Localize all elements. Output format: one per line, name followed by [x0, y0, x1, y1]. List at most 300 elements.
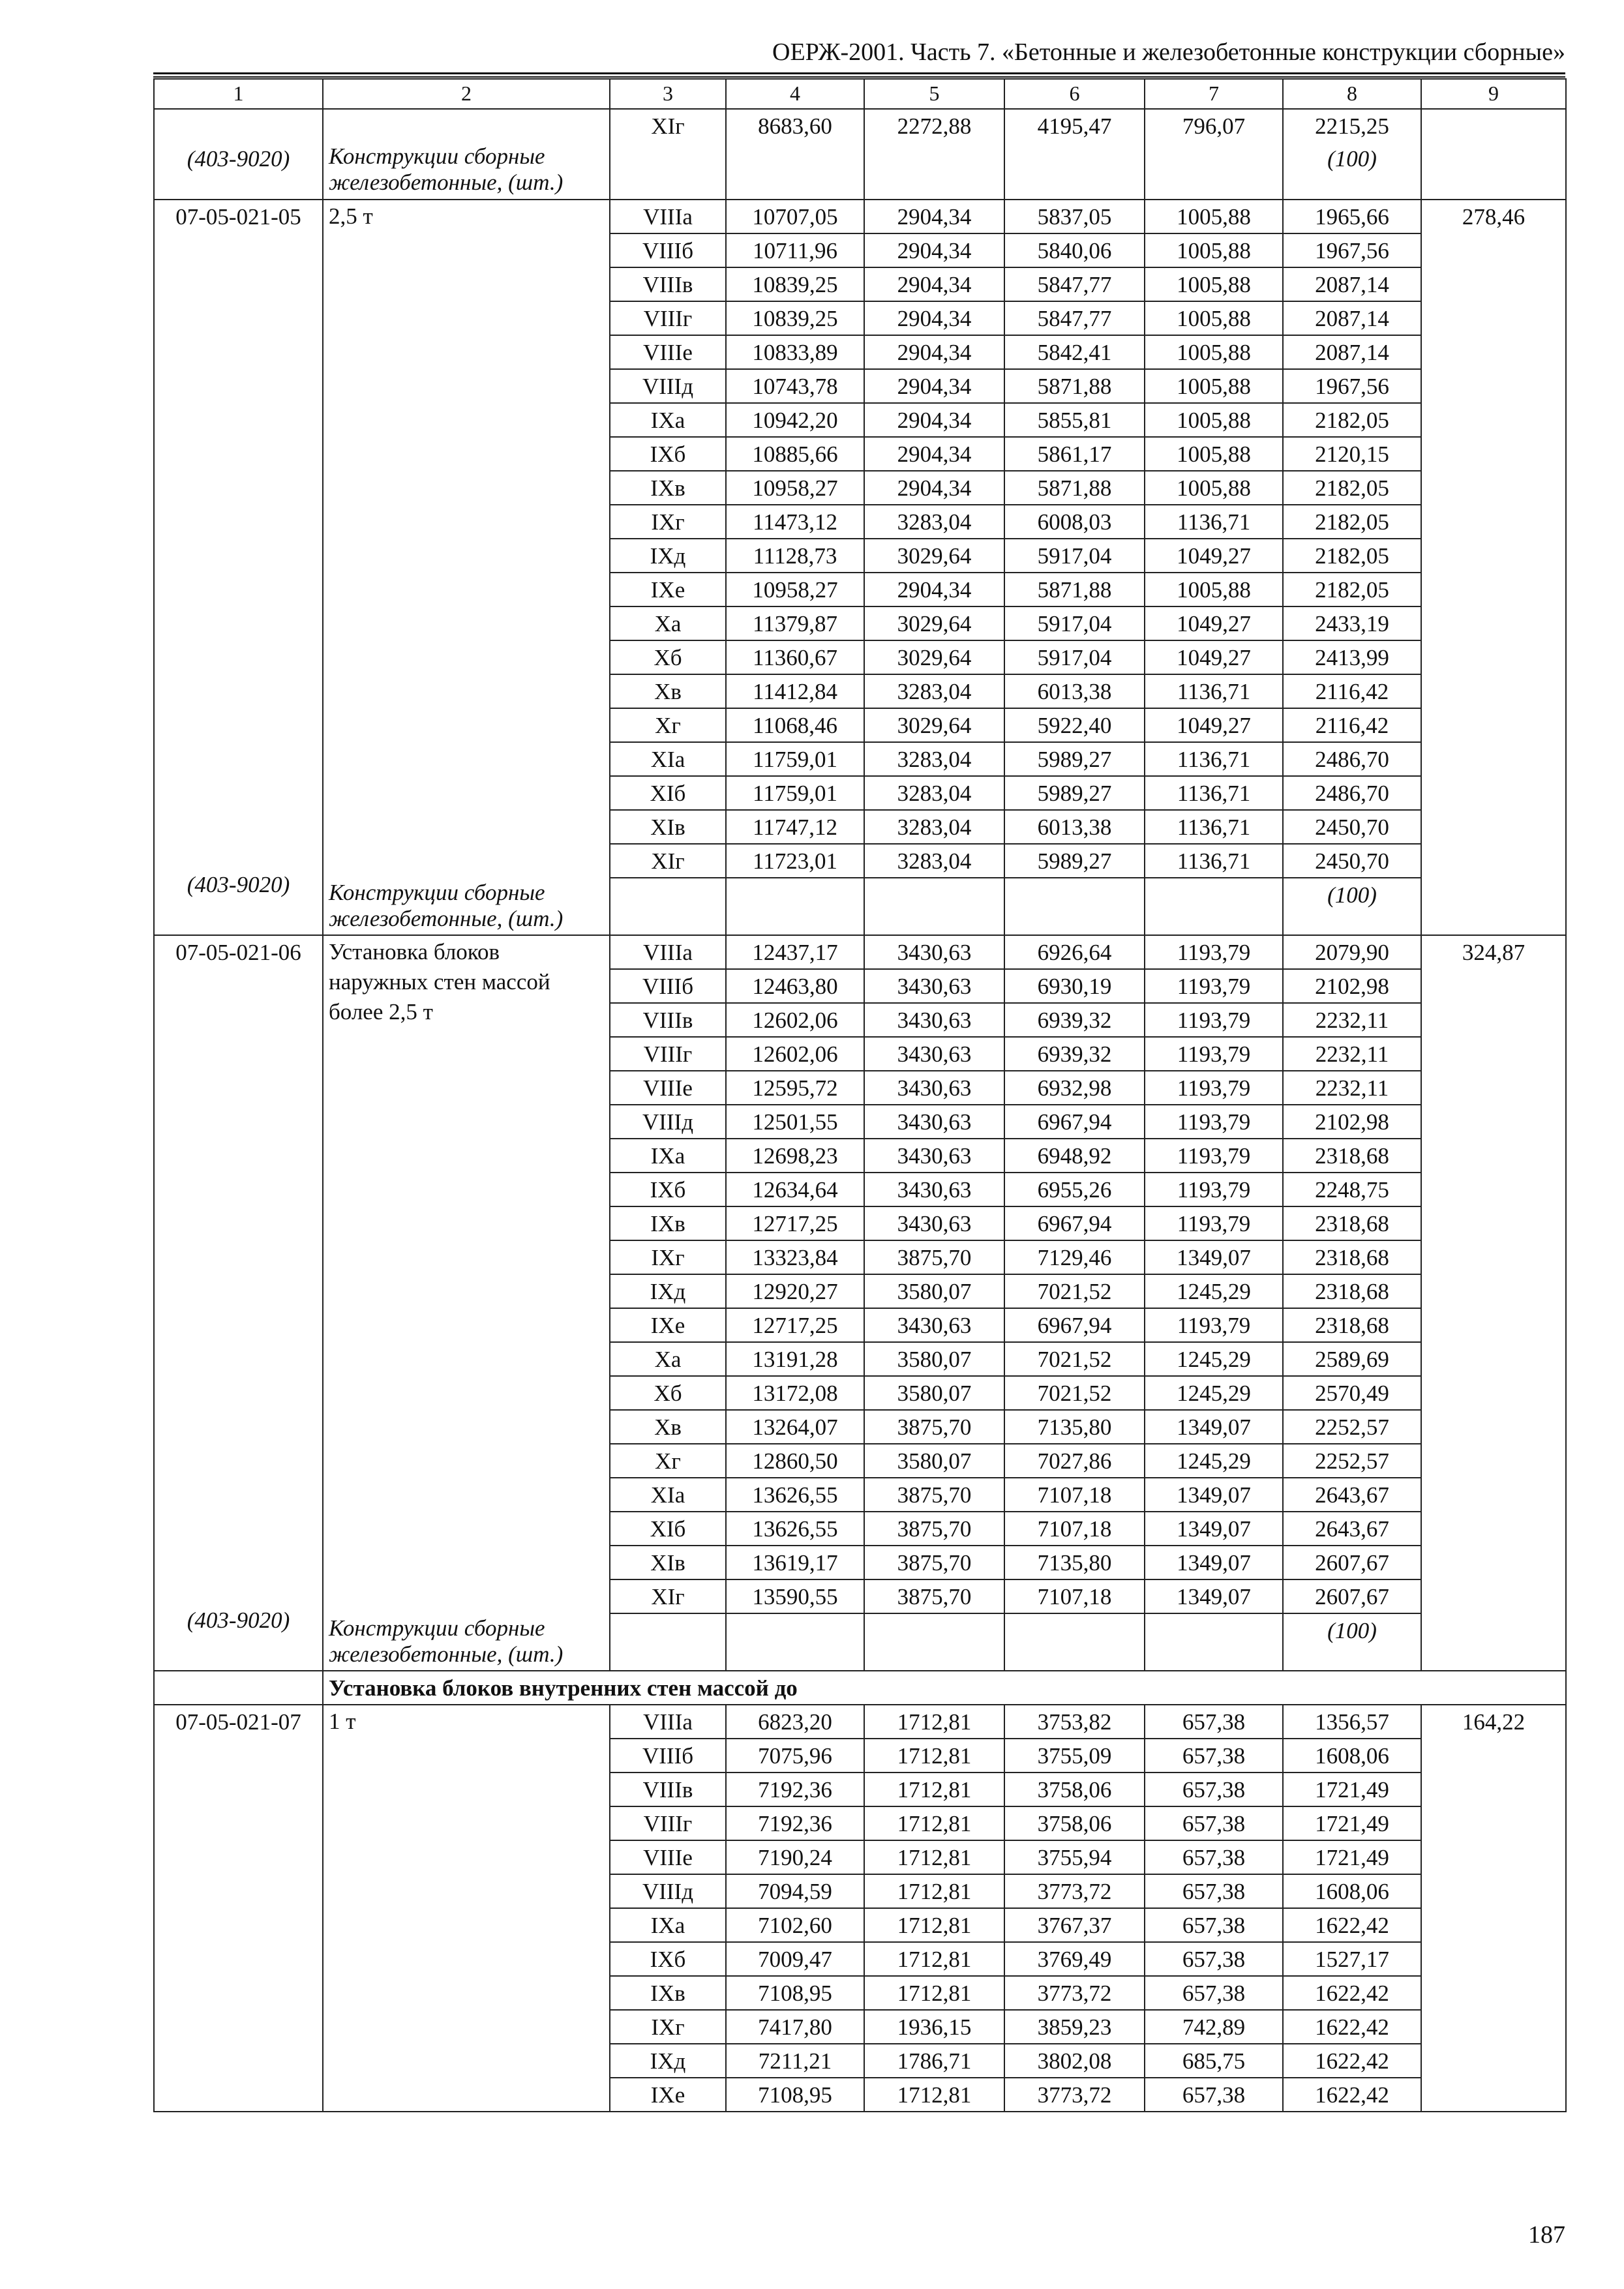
resource-code: (403-9020)	[187, 1608, 290, 1633]
value-cell: 12463,80	[726, 969, 864, 1003]
value-cell: 1193,79	[1145, 1003, 1283, 1037]
value-cell: 7075,96	[726, 1739, 864, 1773]
col9-cell: 164,22	[1421, 1705, 1566, 2112]
value-cell: 1245,29	[1145, 1444, 1283, 1478]
value-cell: 657,38	[1145, 1942, 1283, 1976]
value-cell: 3769,49	[1004, 1942, 1145, 1976]
empty-cell	[864, 1613, 1004, 1671]
value-cell: 1967,56	[1283, 369, 1421, 403]
value-cell: 10707,05	[726, 200, 864, 233]
zone-cell: VIIIг	[610, 1037, 726, 1071]
value-cell: 7192,36	[726, 1773, 864, 1806]
value-cell: 1005,88	[1145, 200, 1283, 233]
value-cell: 7107,18	[1004, 1579, 1145, 1613]
value-cell: 10885,66	[726, 437, 864, 471]
resource-code: (403-9020)	[187, 872, 290, 897]
value-cell: 2215,25	[1283, 109, 1421, 142]
value-cell: 7107,18	[1004, 1478, 1145, 1512]
zone-cell: VIIIг	[610, 1806, 726, 1840]
value-cell: 3580,07	[864, 1342, 1004, 1376]
value-cell: 1936,15	[864, 2010, 1004, 2044]
value-cell: 6967,94	[1004, 1308, 1145, 1342]
value-cell: 2607,67	[1283, 1579, 1421, 1613]
value-cell: 2904,34	[864, 369, 1004, 403]
value-cell: 13626,55	[726, 1478, 864, 1512]
value-cell: 1245,29	[1145, 1342, 1283, 1376]
value-cell: 1005,88	[1145, 573, 1283, 606]
value-cell: 1965,66	[1283, 200, 1421, 233]
empty-cell	[1145, 142, 1283, 200]
value-cell: 2232,11	[1283, 1037, 1421, 1071]
table-row	[154, 200, 1566, 233]
value-cell: XIг	[610, 109, 726, 142]
zone-cell: IXв	[610, 1976, 726, 2010]
zone-cell: VIIIб	[610, 233, 726, 267]
value-cell: 3773,72	[1004, 2078, 1145, 2112]
value-cell: 3029,64	[864, 606, 1004, 640]
value-cell: 1049,27	[1145, 640, 1283, 674]
value-cell: 2643,67	[1283, 1512, 1421, 1546]
empty-cell	[1004, 1613, 1145, 1671]
value-cell: 2087,14	[1283, 267, 1421, 301]
value-cell: 2087,14	[1283, 335, 1421, 369]
value-cell: 12717,25	[726, 1206, 864, 1240]
value-cell: 2272,88	[864, 109, 1004, 142]
value-cell: 2182,05	[1283, 505, 1421, 539]
value-cell: 13264,07	[726, 1410, 864, 1444]
resource-percent: (100)	[1283, 1613, 1421, 1671]
zone-cell: IXб	[610, 1942, 726, 1976]
zone-cell: VIIIе	[610, 335, 726, 369]
value-cell: 2182,05	[1283, 573, 1421, 606]
col9-cell: 278,46	[1421, 200, 1566, 935]
zone-cell: IXе	[610, 2078, 726, 2112]
zone-cell: VIIIд	[610, 1874, 726, 1908]
value-cell: 3767,37	[1004, 1908, 1145, 1942]
value-cell: 2904,34	[864, 437, 1004, 471]
value-cell: 5871,88	[1004, 471, 1145, 505]
zone-cell: VIIIг	[610, 301, 726, 335]
value-cell: 1356,57	[1283, 1705, 1421, 1739]
value-cell: 1193,79	[1145, 935, 1283, 969]
zone-cell: VIIIа	[610, 1705, 726, 1739]
value-cell: 3875,70	[864, 1546, 1004, 1579]
value-cell: 3875,70	[864, 1579, 1004, 1613]
value-cell: 2318,68	[1283, 1240, 1421, 1274]
empty-cell	[864, 878, 1004, 935]
value-cell: 3430,63	[864, 1071, 1004, 1105]
value-cell: 1622,42	[1283, 1908, 1421, 1942]
value-cell: 1712,81	[864, 1705, 1004, 1739]
value-cell: 796,07	[1145, 109, 1283, 142]
value-cell: 3029,64	[864, 539, 1004, 573]
value-cell: 2079,90	[1283, 935, 1421, 969]
resource-percent: (100)	[1283, 878, 1421, 935]
value-cell: 2589,69	[1283, 1342, 1421, 1376]
value-cell: 3430,63	[864, 969, 1004, 1003]
value-cell: 7027,86	[1004, 1444, 1145, 1478]
value-cell: 7135,80	[1004, 1546, 1145, 1579]
value-cell: 7192,36	[726, 1806, 864, 1840]
resource-row	[154, 142, 1566, 200]
value-cell: 5840,06	[1004, 233, 1145, 267]
value-cell: 1005,88	[1145, 437, 1283, 471]
value-cell: 2120,15	[1283, 437, 1421, 471]
zone-cell: IXв	[610, 1206, 726, 1240]
value-cell: 11068,46	[726, 708, 864, 742]
resource-label	[323, 142, 610, 200]
value-cell: 2102,98	[1283, 969, 1421, 1003]
item-name: 1 т	[329, 1709, 356, 1734]
value-cell: 1608,06	[1283, 1739, 1421, 1773]
value-cell: 11747,12	[726, 810, 864, 844]
value-cell: 2904,34	[864, 403, 1004, 437]
value-cell: 3875,70	[864, 1240, 1004, 1274]
value-cell: 10958,27	[726, 573, 864, 606]
value-cell: 3430,63	[864, 1003, 1004, 1037]
value-cell: 3283,04	[864, 742, 1004, 776]
value-cell: 10839,25	[726, 267, 864, 301]
value-cell: 12602,06	[726, 1037, 864, 1071]
value-cell: 6008,03	[1004, 505, 1145, 539]
value-cell: 2116,42	[1283, 674, 1421, 708]
value-cell: 5922,40	[1004, 708, 1145, 742]
value-cell: 5842,41	[1004, 335, 1145, 369]
empty-cell	[726, 142, 864, 200]
value-cell: 6948,92	[1004, 1139, 1145, 1173]
zone-cell: IXа	[610, 1139, 726, 1173]
value-cell: 6930,19	[1004, 969, 1145, 1003]
value-cell: 2252,57	[1283, 1444, 1421, 1478]
value-cell: 1622,42	[1283, 2044, 1421, 2078]
value-cell: 3430,63	[864, 1206, 1004, 1240]
value-cell: 657,38	[1145, 1840, 1283, 1874]
value-cell: 2252,57	[1283, 1410, 1421, 1444]
value-cell: 1193,79	[1145, 1308, 1283, 1342]
zone-cell: VIIIб	[610, 1739, 726, 1773]
value-cell: 1622,42	[1283, 1976, 1421, 2010]
zone-cell: IXг	[610, 505, 726, 539]
empty-cell	[1004, 878, 1145, 935]
resource-label-text: Конструкции сборные железобетонные, (шт.)	[329, 880, 564, 931]
value-cell: 3029,64	[864, 708, 1004, 742]
value-cell: 13590,55	[726, 1579, 864, 1613]
value-cell: 742,89	[1145, 2010, 1283, 2044]
value-cell: 1136,71	[1145, 742, 1283, 776]
value-cell: 2904,34	[864, 301, 1004, 335]
value-cell: 3283,04	[864, 844, 1004, 878]
name-cell	[323, 1705, 610, 2112]
value-cell: 657,38	[1145, 1874, 1283, 1908]
value-cell: 12717,25	[726, 1308, 864, 1342]
value-cell: 7021,52	[1004, 1274, 1145, 1308]
value-cell: 2904,34	[864, 267, 1004, 301]
value-cell: 2087,14	[1283, 301, 1421, 335]
value-cell: 12920,27	[726, 1274, 864, 1308]
zone-cell: Xб	[610, 1376, 726, 1410]
value-cell: 657,38	[1145, 1806, 1283, 1840]
value-cell: 2607,67	[1283, 1546, 1421, 1579]
value-cell: 1245,29	[1145, 1376, 1283, 1410]
column-number: 1	[154, 79, 323, 109]
zone-cell: XIа	[610, 742, 726, 776]
value-cell: 6967,94	[1004, 1206, 1145, 1240]
value-cell: 5989,27	[1004, 844, 1145, 878]
column-number: 7	[1145, 79, 1283, 109]
value-cell: 1622,42	[1283, 2078, 1421, 2112]
zone-cell: VIIIв	[610, 1773, 726, 1806]
value-cell: 1193,79	[1145, 1139, 1283, 1173]
zone-cell: IXв	[610, 471, 726, 505]
item-code: 07-05-021-07	[175, 1709, 301, 1735]
value-cell: 2904,34	[864, 335, 1004, 369]
value-cell: 1721,49	[1283, 1773, 1421, 1806]
value-cell: 3758,06	[1004, 1773, 1145, 1806]
value-cell: 3430,63	[864, 935, 1004, 969]
value-cell: 6926,64	[1004, 935, 1145, 969]
value-cell: 685,75	[1145, 2044, 1283, 2078]
value-cell: 5855,81	[1004, 403, 1145, 437]
value-cell: 7094,59	[726, 1874, 864, 1908]
section-row	[154, 1671, 1566, 1705]
value-cell: 5847,77	[1004, 267, 1145, 301]
zone-cell: VIIIб	[610, 969, 726, 1003]
value-cell: 12860,50	[726, 1444, 864, 1478]
code-cell	[154, 200, 323, 935]
value-cell: 3755,94	[1004, 1840, 1145, 1874]
empty-cell	[610, 1613, 726, 1671]
value-cell: 10942,20	[726, 403, 864, 437]
value-cell: 1721,49	[1283, 1806, 1421, 1840]
value-cell: 1136,71	[1145, 844, 1283, 878]
value-cell: 2232,11	[1283, 1071, 1421, 1105]
zone-cell: IXд	[610, 2044, 726, 2078]
value-cell: 2318,68	[1283, 1274, 1421, 1308]
value-cell: 1349,07	[1145, 1240, 1283, 1274]
value-cell: 6013,38	[1004, 810, 1145, 844]
column-number: 3	[610, 79, 726, 109]
value-cell: 657,38	[1145, 1976, 1283, 2010]
column-number: 2	[323, 79, 610, 109]
value-cell: 7135,80	[1004, 1410, 1145, 1444]
value-cell: 12437,17	[726, 935, 864, 969]
zone-cell: XIг	[610, 844, 726, 878]
value-cell: 7211,21	[726, 2044, 864, 2078]
value-cell: 1712,81	[864, 1773, 1004, 1806]
value-cell: 13323,84	[726, 1240, 864, 1274]
value-cell: 1005,88	[1145, 335, 1283, 369]
value-cell: 1193,79	[1145, 1173, 1283, 1206]
value-cell: 1005,88	[1145, 369, 1283, 403]
value-cell: 1622,42	[1283, 2010, 1421, 2044]
zone-cell: Xа	[610, 606, 726, 640]
value-cell: 2182,05	[1283, 539, 1421, 573]
name-cell	[323, 200, 610, 935]
resource-label-text: Конструкции сборные железобетонные, (шт.)	[329, 1615, 564, 1667]
value-cell: 3773,72	[1004, 1976, 1145, 2010]
zone-cell: IXб	[610, 1173, 726, 1206]
value-cell: 11759,01	[726, 742, 864, 776]
value-cell: 3802,08	[1004, 2044, 1145, 2078]
empty-cell	[864, 142, 1004, 200]
value-cell: 3773,72	[1004, 1874, 1145, 1908]
value-cell: 4195,47	[1004, 109, 1145, 142]
column-number-row	[154, 79, 1566, 109]
value-cell: 7021,52	[1004, 1342, 1145, 1376]
item-name: 2,5 т	[329, 203, 373, 229]
empty-cell	[1145, 878, 1283, 935]
value-cell: 2318,68	[1283, 1308, 1421, 1342]
value-cell: 1193,79	[1145, 1037, 1283, 1071]
value-cell: 6955,26	[1004, 1173, 1145, 1206]
value-cell: 5917,04	[1004, 539, 1145, 573]
zone-cell: VIIIд	[610, 369, 726, 403]
price-table	[153, 78, 1567, 2112]
value-cell: 1712,81	[864, 1908, 1004, 1942]
value-cell: 3430,63	[864, 1308, 1004, 1342]
value-cell: 1786,71	[864, 2044, 1004, 2078]
zone-cell: XIб	[610, 1512, 726, 1546]
value-cell: 1193,79	[1145, 1105, 1283, 1139]
value-cell: 7107,18	[1004, 1512, 1145, 1546]
value-cell: 657,38	[1145, 2078, 1283, 2112]
value-cell: 1712,81	[864, 1976, 1004, 2010]
zone-cell: XIв	[610, 810, 726, 844]
value-cell: 11759,01	[726, 776, 864, 810]
empty-cell	[726, 878, 864, 935]
value-cell: 3580,07	[864, 1376, 1004, 1410]
value-cell: 1049,27	[1145, 606, 1283, 640]
value-cell: 13172,08	[726, 1376, 864, 1410]
page-number: 187	[1528, 2221, 1565, 2249]
value-cell: 6013,38	[1004, 674, 1145, 708]
value-cell: 1712,81	[864, 2078, 1004, 2112]
value-cell: 7190,24	[726, 1840, 864, 1874]
value-cell: 6932,98	[1004, 1071, 1145, 1105]
value-cell: 3283,04	[864, 776, 1004, 810]
value-cell: 7009,47	[726, 1942, 864, 1976]
value-cell: 6823,20	[726, 1705, 864, 1739]
value-cell: 7108,95	[726, 1976, 864, 2010]
value-cell: 1349,07	[1145, 1512, 1283, 1546]
value-cell: 1136,71	[1145, 505, 1283, 539]
value-cell: 7417,80	[726, 2010, 864, 2044]
value-cell: 5871,88	[1004, 369, 1145, 403]
value-cell: 10743,78	[726, 369, 864, 403]
zone-cell: IXд	[610, 539, 726, 573]
value-cell: 5989,27	[1004, 742, 1145, 776]
section-title: Установка блоков внутренних стен массой до	[323, 1671, 1566, 1705]
value-cell: 3875,70	[864, 1410, 1004, 1444]
value-cell: 2904,34	[864, 471, 1004, 505]
value-cell: 1005,88	[1145, 471, 1283, 505]
zone-cell: IXб	[610, 437, 726, 471]
value-cell: 7021,52	[1004, 1376, 1145, 1410]
header-rule	[153, 72, 1565, 74]
value-cell: 11473,12	[726, 505, 864, 539]
value-cell: 12698,23	[726, 1139, 864, 1173]
zone-cell: Xа	[610, 1342, 726, 1376]
name-cell	[323, 109, 610, 142]
value-cell: 2182,05	[1283, 471, 1421, 505]
col9-cell: 324,87	[1421, 935, 1566, 1671]
zone-cell: XIг	[610, 1579, 726, 1613]
col9-cell	[1421, 142, 1566, 200]
value-cell: 2904,34	[864, 233, 1004, 267]
zone-cell: Xг	[610, 1444, 726, 1478]
empty-cell	[1004, 142, 1145, 200]
value-cell: 2182,05	[1283, 403, 1421, 437]
item-code: 07-05-021-06	[175, 940, 301, 965]
value-cell: 5861,17	[1004, 437, 1145, 471]
column-number: 6	[1004, 79, 1145, 109]
value-cell: 2643,67	[1283, 1478, 1421, 1512]
value-cell: 1967,56	[1283, 233, 1421, 267]
value-cell: 1193,79	[1145, 1206, 1283, 1240]
zone-cell: IXе	[610, 573, 726, 606]
zone-cell: XIа	[610, 1478, 726, 1512]
value-cell: 3755,09	[1004, 1739, 1145, 1773]
value-cell: 3430,63	[864, 1037, 1004, 1071]
zone-cell: IXа	[610, 1908, 726, 1942]
value-cell: 3283,04	[864, 505, 1004, 539]
resource-code: (403-9020)	[154, 142, 323, 200]
zone-cell: Xб	[610, 640, 726, 674]
value-cell: 1049,27	[1145, 539, 1283, 573]
value-cell: 13626,55	[726, 1512, 864, 1546]
zone-cell: Xв	[610, 674, 726, 708]
value-cell: 5989,27	[1004, 776, 1145, 810]
value-cell: 11723,01	[726, 844, 864, 878]
column-number: 8	[1283, 79, 1421, 109]
resource-label-text: Конструкции сборные железобетонные, (шт.)	[329, 143, 564, 195]
value-cell: 1136,71	[1145, 674, 1283, 708]
value-cell: 11128,73	[726, 539, 864, 573]
value-cell: 1712,81	[864, 1874, 1004, 1908]
value-cell: 1005,88	[1145, 233, 1283, 267]
column-number: 4	[726, 79, 864, 109]
value-cell: 5917,04	[1004, 640, 1145, 674]
value-cell: 3430,63	[864, 1139, 1004, 1173]
value-cell: 13619,17	[726, 1546, 864, 1579]
value-cell: 3753,82	[1004, 1705, 1145, 1739]
value-cell: 657,38	[1145, 1908, 1283, 1942]
value-cell: 1049,27	[1145, 708, 1283, 742]
zone-cell: VIIIв	[610, 267, 726, 301]
column-number: 5	[864, 79, 1004, 109]
zone-cell: VIIIе	[610, 1071, 726, 1105]
value-cell: 7108,95	[726, 2078, 864, 2112]
value-cell: 12595,72	[726, 1071, 864, 1105]
value-cell: 2232,11	[1283, 1003, 1421, 1037]
zone-cell: IXг	[610, 1240, 726, 1274]
empty-cell	[610, 878, 726, 935]
value-cell: 1349,07	[1145, 1478, 1283, 1512]
value-cell: 2116,42	[1283, 708, 1421, 742]
col9-cell	[1421, 109, 1566, 142]
value-cell: 3875,70	[864, 1512, 1004, 1546]
value-cell: 2486,70	[1283, 776, 1421, 810]
value-cell: 2318,68	[1283, 1206, 1421, 1240]
value-cell: 2450,70	[1283, 844, 1421, 878]
empty-cell	[726, 1613, 864, 1671]
value-cell: 3859,23	[1004, 2010, 1145, 2044]
value-cell: 5837,05	[1004, 200, 1145, 233]
item-name: Установка блоков наружных стен массой более 2,5 т	[329, 939, 550, 1025]
value-cell: 657,38	[1145, 1773, 1283, 1806]
value-cell: 6939,32	[1004, 1037, 1145, 1071]
table-row	[154, 109, 1566, 142]
